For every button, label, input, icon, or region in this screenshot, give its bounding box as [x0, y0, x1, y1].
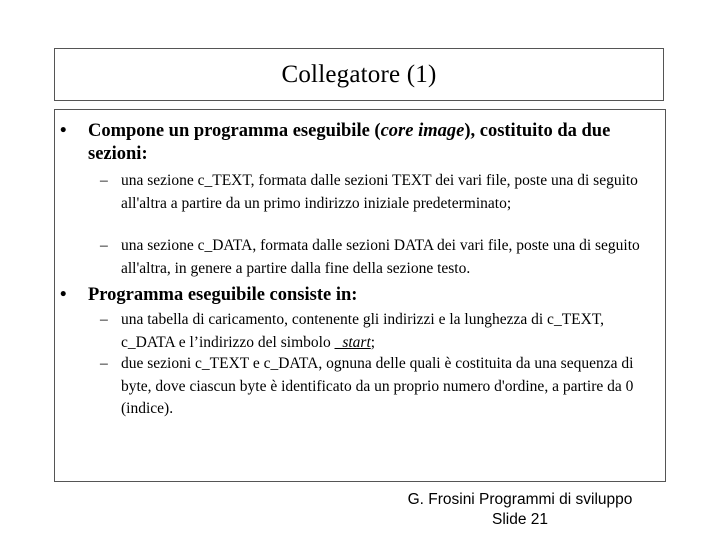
slide-number: Slide 21 — [491, 511, 548, 528]
start-symbol: _start — [334, 333, 371, 351]
sub-item-text: una sezione c_DATA, formata dalle sezioni DATA dei vari file, poste una di seguito all'altra, in genere a partire dalla fine della sezione testo. — [121, 237, 640, 277]
dash-marker: – — [100, 172, 108, 189]
bullet-text-italic: core image — [380, 121, 465, 141]
bullet-marker: • — [60, 121, 67, 141]
sub-item-text — [121, 309, 656, 354]
sub-text-part: una tabella di caricamento, contenente gli indirizzi e la lunghezza di c_TEXT, c_DATA e l’indirizzo del simbolo — [121, 311, 605, 351]
footer-author-course: G. Frosini Programmi di sviluppo — [407, 491, 633, 508]
dash-marker: – — [100, 311, 108, 328]
sub-item-text: due sezioni c_TEXT e c_DATA, ognuna delle quali è costituita da una sequenza di byte, dove ciascun byte è identificato da un proprio numero d'ordine, a partire da 0 (indice). — [121, 355, 634, 417]
bullet-text-part: Compone un programma eseguibile ( — [88, 121, 381, 141]
bullet-text-part: ), costituito da due sezioni: — [88, 121, 611, 164]
slide-title: Collegatore (1) — [281, 60, 437, 88]
bullet-text: Programma eseguibile consiste in: — [88, 285, 358, 305]
sub-text-part: ; — [370, 333, 376, 351]
sub-item-text: una sezione c_TEXT, formata dalle sezioni TEXT dei vari file, poste una di seguito all'altra a partire da un primo indirizzo iniziale predeterminato; — [121, 172, 638, 212]
slide-footer — [380, 490, 660, 530]
dash-marker: – — [100, 237, 108, 254]
title-box — [54, 48, 664, 101]
bullet-text — [88, 120, 658, 166]
dash-marker: – — [100, 355, 108, 372]
bullet-marker: • — [60, 285, 67, 305]
